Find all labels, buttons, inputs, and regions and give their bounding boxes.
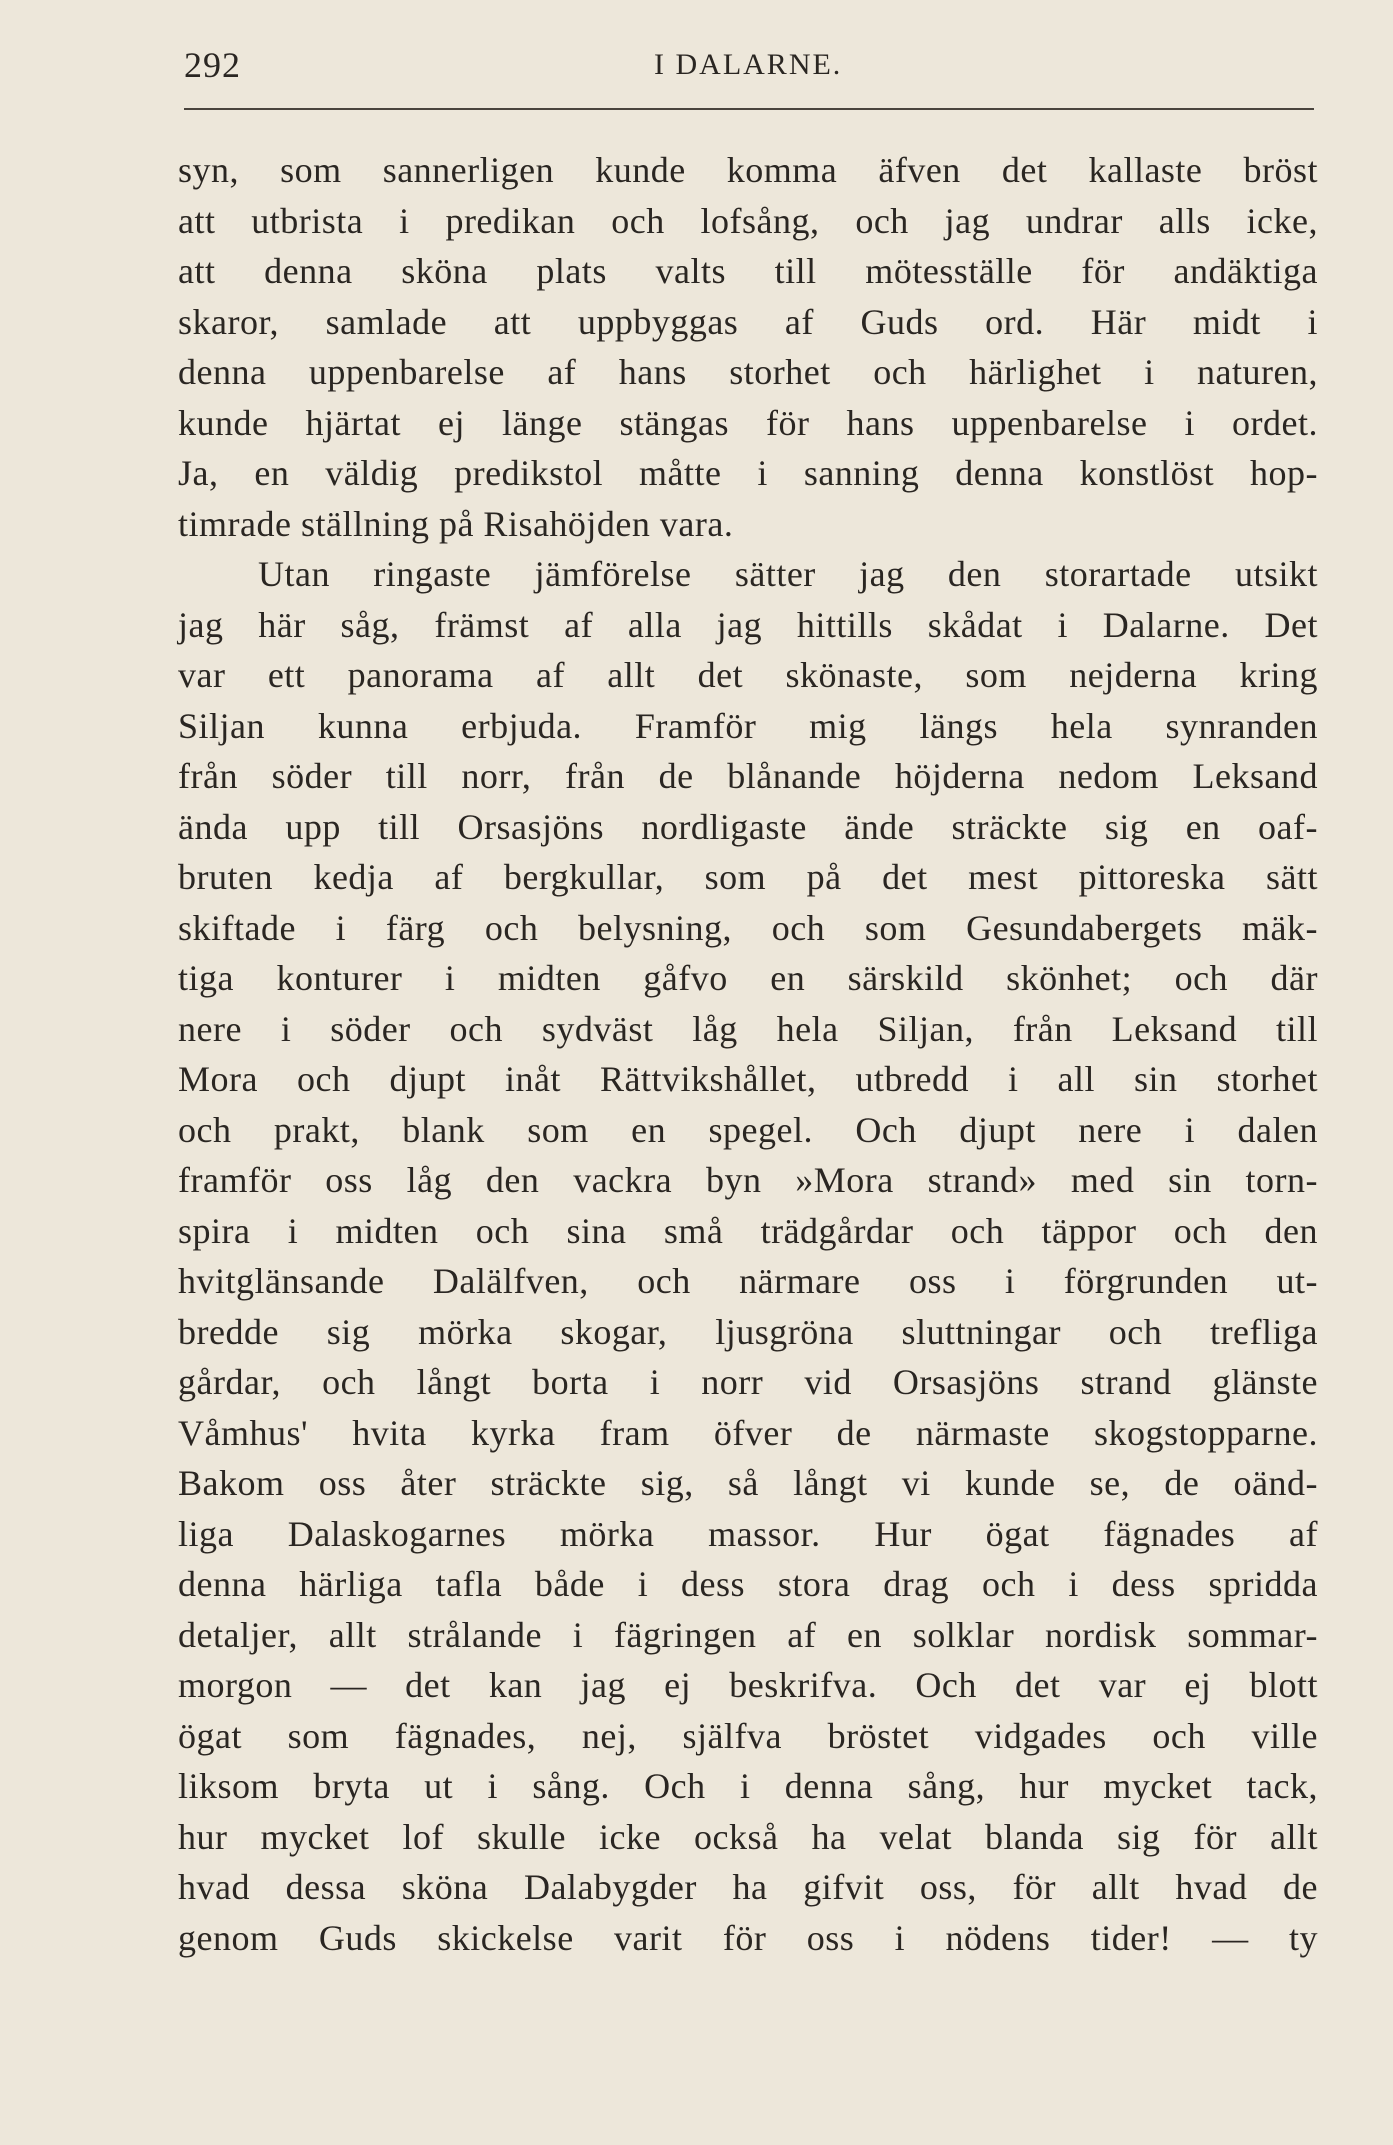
text-line: denna uppenbarelse af hans storhet och härlighet i naturen, bbox=[178, 352, 1318, 392]
text-line: från söder till norr, från de blånande höjderna nedom Leksand bbox=[178, 756, 1318, 796]
text-line: Bakom oss åter sträckte sig, så långt vi kunde se, de oänd- bbox=[178, 1463, 1318, 1503]
text-line: syn, som sannerligen kunde komma äfven det kallaste bröst bbox=[178, 150, 1318, 190]
text-line: ända upp till Orsasjöns nordligaste ände sträckte sig en oaf- bbox=[178, 806, 1318, 847]
text-line: Våmhus' hvita kyrka fram öfver de närmaste skogstopparne. bbox=[178, 1412, 1318, 1453]
text-line: liksom bryta ut i sång. Och i denna sång, hur mycket tack, bbox=[178, 1766, 1318, 1806]
running-head bbox=[184, 44, 1314, 94]
text-line: detaljer, allt strålande i fägringen af en solklar nordisk sommar- bbox=[178, 1614, 1318, 1655]
text-line: Siljan kunna erbjuda. Framför mig längs hela synranden bbox=[178, 705, 1318, 746]
text-line: Ja, en väldig predikstol måtte i sanning denna konstlöst hop- bbox=[178, 453, 1318, 493]
text-line: hur mycket lof skulle icke också ha velat blanda sig för allt bbox=[178, 1816, 1318, 1857]
body-text bbox=[178, 145, 1318, 1963]
text-line: hvitglänsande Dalälfven, och närmare oss i förgrunden ut- bbox=[178, 1261, 1318, 1301]
text-line: skiftade i färg och belysning, och som Gesundabergets mäk- bbox=[178, 907, 1318, 948]
text-line: var ett panorama af allt det skönaste, som nejderna kring bbox=[178, 655, 1318, 695]
paragraph-start-line: Utan ringaste jämförelse sätter jag den storartade utsikt bbox=[258, 554, 1318, 594]
text-line: morgon — det kan jag ej beskrifva. Och det var ej blott bbox=[178, 1665, 1318, 1705]
text-line: Mora och djupt inåt Rättvikshållet, utbredd i all sin storhet bbox=[178, 1059, 1318, 1099]
text-line: att denna sköna plats valts till mötesställe för andäktiga bbox=[178, 251, 1318, 291]
text-line: framför oss låg den vackra byn »Mora strand» med sin torn- bbox=[178, 1160, 1318, 1200]
text-line: spira i midten och sina små trädgårdar och täppor och den bbox=[178, 1210, 1318, 1251]
text-line: nere i söder och sydväst låg hela Siljan, från Leksand till bbox=[178, 1008, 1318, 1049]
text-line: gårdar, och långt borta i norr vid Orsasjöns strand glänste bbox=[178, 1362, 1318, 1402]
text-line: bruten kedja af bergkullar, som på det mest pittoreska sätt bbox=[178, 857, 1318, 897]
text-line: tiga konturer i midten gåfvo en särskild skönhet; och där bbox=[178, 958, 1318, 998]
text-line: och prakt, blank som en spegel. Och djupt nere i dalen bbox=[178, 1109, 1318, 1150]
page-number: 292 bbox=[184, 45, 241, 85]
text-line: att utbrista i predikan och lofsång, och jag undrar alls icke, bbox=[178, 200, 1318, 241]
text-line: liga Dalaskogarnes mörka massor. Hur ögat fägnades af bbox=[178, 1513, 1318, 1554]
text-line: ögat som fägnades, nej, själfva bröstet vidgades och ville bbox=[178, 1715, 1318, 1756]
text-line: hvad dessa sköna Dalabygder ha gifvit oss, för allt hvad de bbox=[178, 1867, 1318, 1907]
running-title: I DALARNE. bbox=[654, 48, 843, 81]
text-line: bredde sig mörka skogar, ljusgröna sluttningar och trefliga bbox=[178, 1311, 1318, 1352]
paragraph-end-line: timrade ställning på Risahöjden vara. bbox=[178, 503, 734, 544]
header-rule bbox=[184, 108, 1314, 110]
text-line: jag här såg, främst af alla jag hittills skådat i Dalarne. Det bbox=[178, 604, 1318, 645]
text-line: genom Guds skickelse varit för oss i nödens tider! — ty bbox=[178, 1917, 1318, 1958]
text-line: denna härliga tafla både i dess stora drag och i dess spridda bbox=[178, 1564, 1318, 1604]
text-line: skaror, samlade att uppbyggas af Guds ord. Här midt i bbox=[178, 301, 1318, 342]
text-line: kunde hjärtat ej länge stängas för hans uppenbarelse i ordet. bbox=[178, 402, 1318, 443]
